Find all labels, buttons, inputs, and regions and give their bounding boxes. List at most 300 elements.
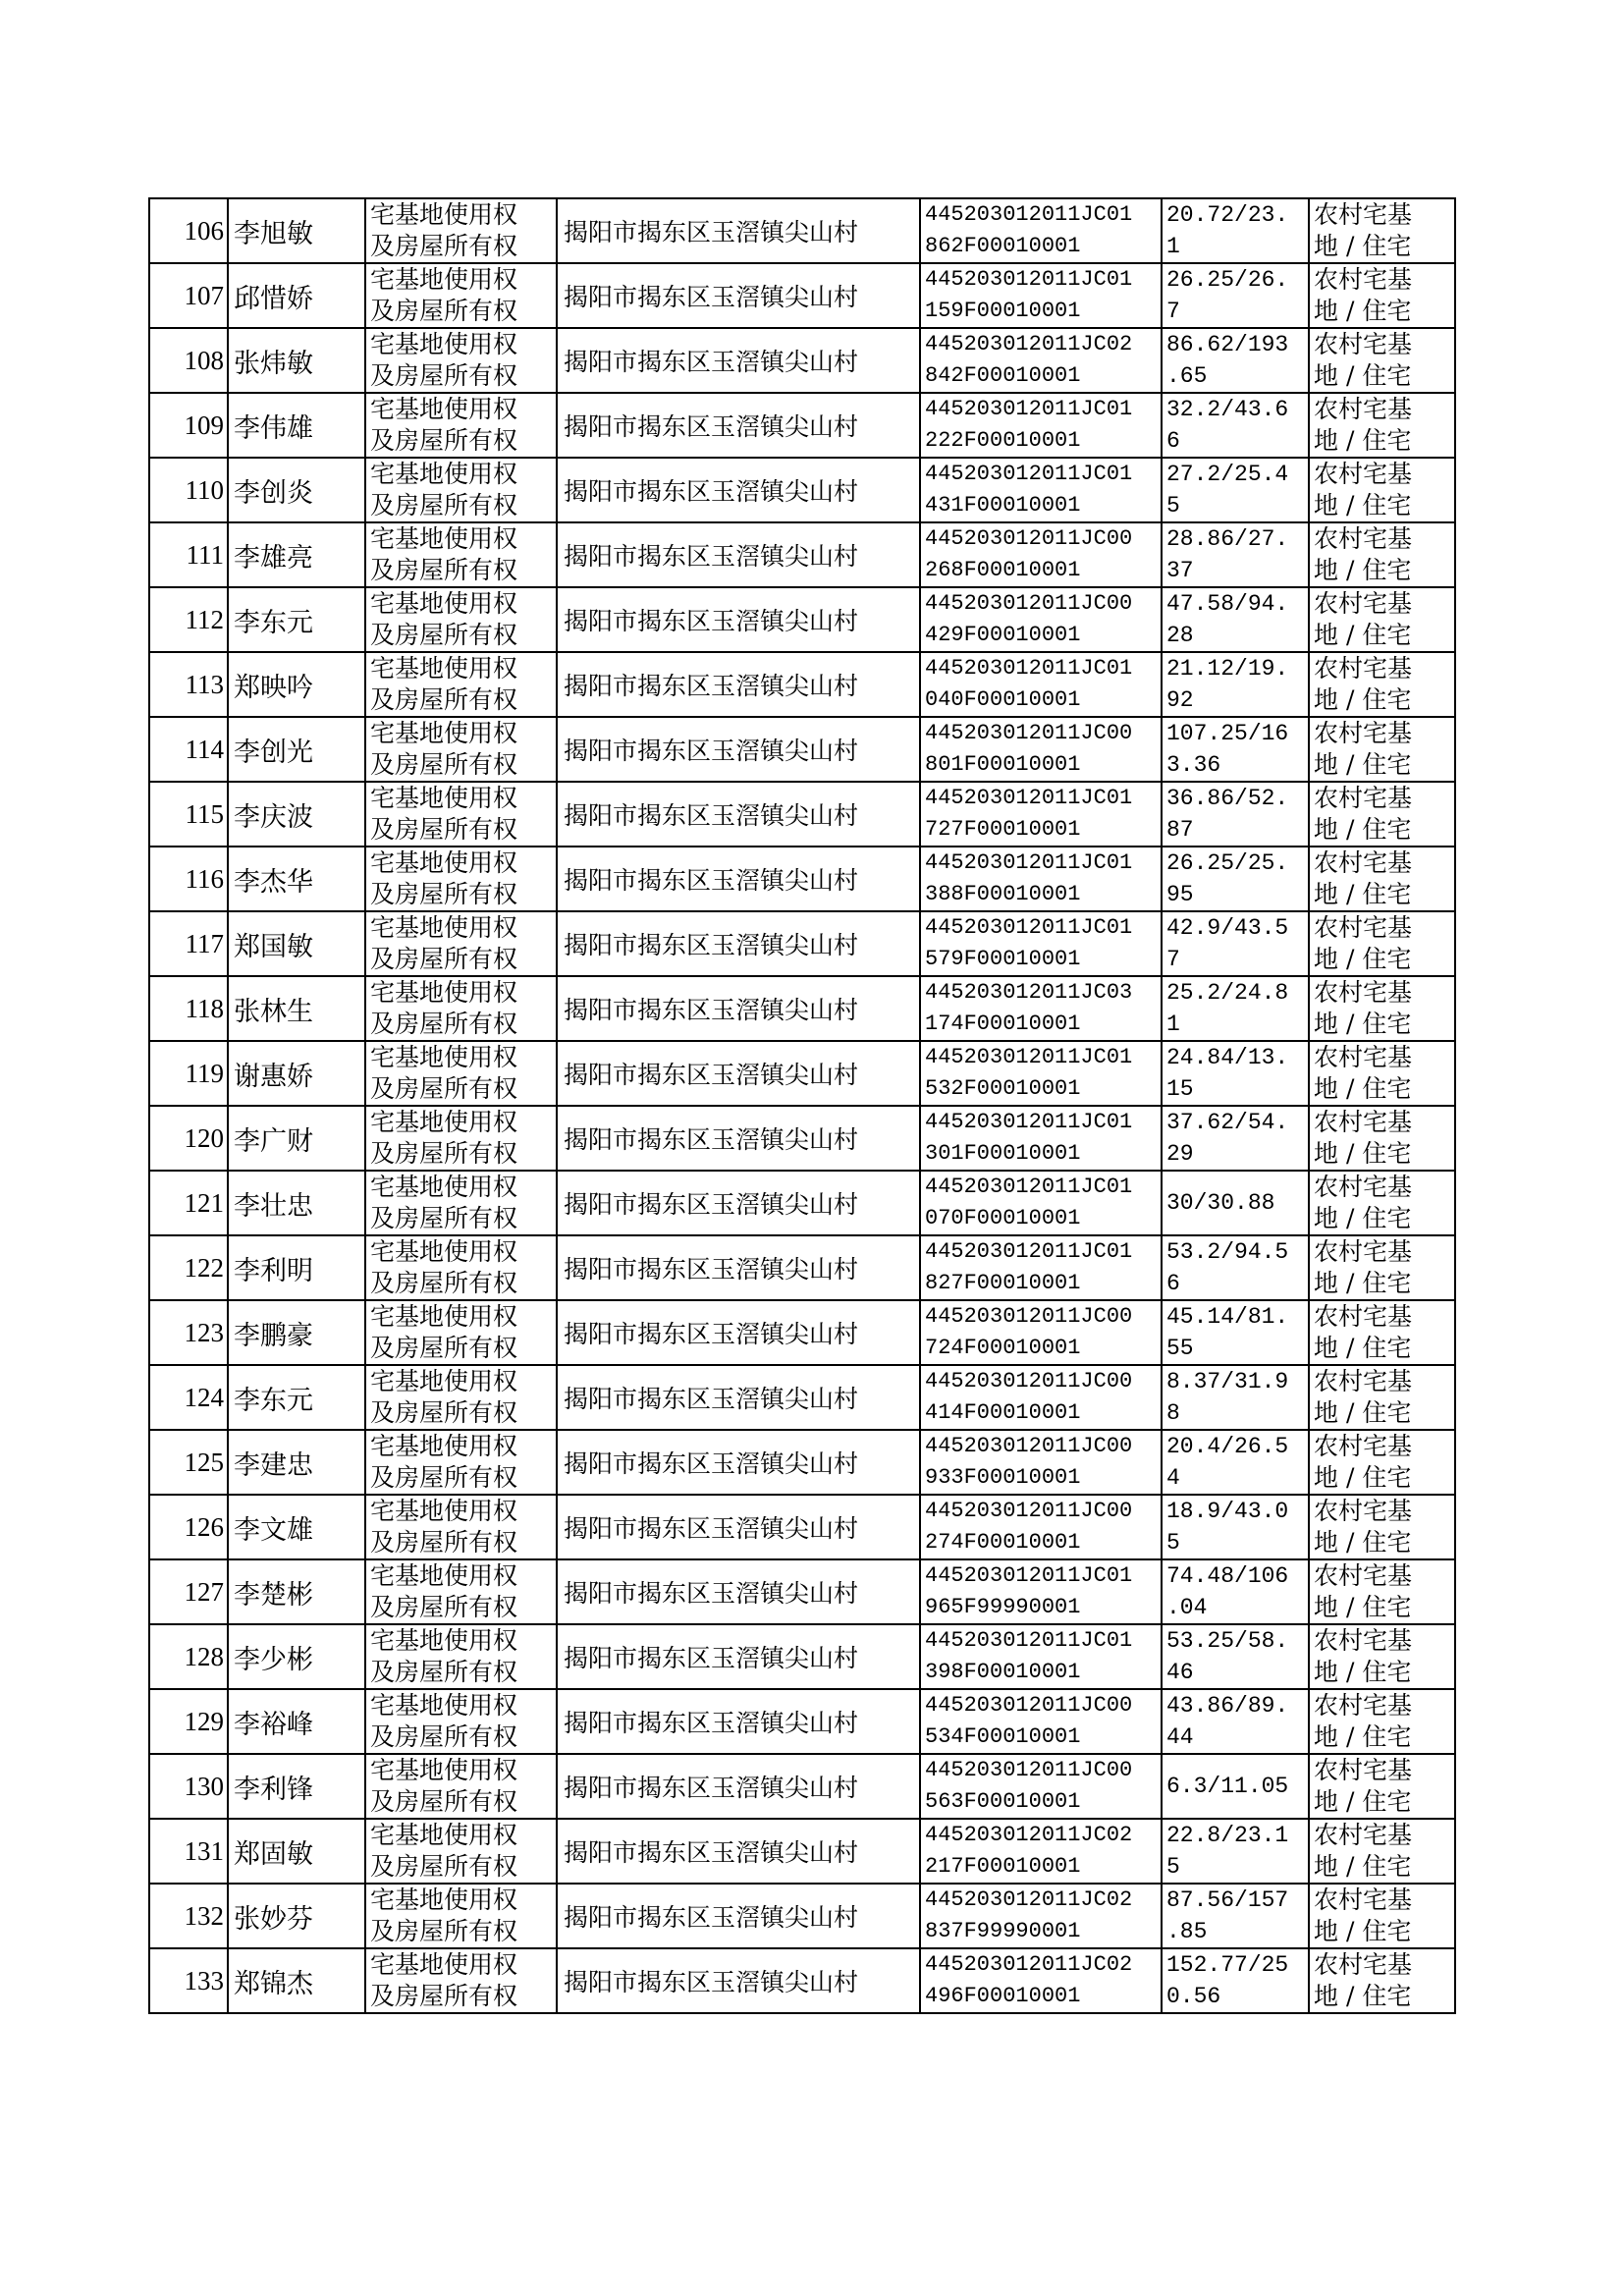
location: 揭阳市揭东区玉滘镇尖山村 (557, 1689, 920, 1754)
location: 揭阳市揭东区玉滘镇尖山村 (557, 652, 920, 717)
area-line: 28 (1166, 623, 1194, 648)
area-line: 44 (1166, 1724, 1194, 1750)
land-use-line: 农村宅基 (1314, 1108, 1413, 1136)
unit-code (920, 458, 1162, 522)
row-number: 129 (149, 1689, 228, 1754)
unit-code-line: 070F00010001 (925, 1206, 1081, 1230)
table-row (149, 1559, 1455, 1624)
owner-name: 李庆波 (228, 782, 365, 847)
unit-code-line: 445203012011JC00 (925, 1304, 1133, 1329)
area-line: .65 (1166, 363, 1208, 389)
land-use-line: 农村宅基 (1314, 719, 1413, 747)
area (1162, 1106, 1309, 1171)
unit-code-line: 724F00010001 (925, 1336, 1081, 1360)
unit-code-line: 445203012011JC01 (925, 850, 1133, 875)
unit-code-line: 842F00010001 (925, 363, 1081, 388)
right-type-line: 及房屋所有权 (370, 1010, 518, 1038)
unit-code-line: 496F00010001 (925, 1984, 1081, 2008)
owner-name: 李创炎 (228, 458, 365, 522)
unit-code-line: 445203012011JC02 (925, 1887, 1133, 1912)
right-type-line: 及房屋所有权 (370, 1787, 518, 1816)
owner-name: 张妙芬 (228, 1884, 365, 1948)
right-type-line: 宅基地使用权 (370, 1950, 518, 1979)
land-use-line: 地 / 住宅 (1314, 1463, 1412, 1492)
area-line: 86.62/193 (1166, 332, 1289, 357)
table-row (149, 847, 1455, 911)
area-line: 152.77/25 (1166, 1952, 1289, 1978)
land-use-line: 农村宅基 (1314, 1173, 1413, 1201)
right-type-line: 及房屋所有权 (370, 1398, 518, 1427)
row-number: 122 (149, 1235, 228, 1300)
right-type-line: 宅基地使用权 (370, 330, 518, 358)
right-type (365, 1884, 557, 1948)
land-use-line: 农村宅基 (1314, 395, 1413, 423)
table-row (149, 1689, 1455, 1754)
row-number: 123 (149, 1300, 228, 1365)
unit-code-line: 445203012011JC01 (925, 267, 1133, 292)
owner-name: 李利明 (228, 1235, 365, 1300)
unit-code-line: 445203012011JC01 (925, 1628, 1133, 1653)
right-type-line: 宅基地使用权 (370, 1108, 518, 1136)
land-use-line: 地 / 住宅 (1314, 232, 1412, 260)
location: 揭阳市揭东区玉滘镇尖山村 (557, 1365, 920, 1430)
right-type-line: 及房屋所有权 (370, 1982, 518, 2010)
unit-code-line: 445203012011JC00 (925, 1758, 1133, 1782)
area-line: 8.37/31.9 (1166, 1369, 1289, 1394)
location: 揭阳市揭东区玉滘镇尖山村 (557, 911, 920, 976)
land-use (1309, 1365, 1455, 1430)
unit-code-line: 445203012011JC02 (925, 1823, 1133, 1847)
right-type (365, 1624, 557, 1689)
area-line: 21.12/19. (1166, 656, 1289, 682)
area-line: 37 (1166, 558, 1194, 583)
property-rights-table (148, 197, 1456, 2014)
unit-code-line: 445203012011JC00 (925, 1693, 1133, 1718)
table-row (149, 198, 1455, 263)
right-type (365, 522, 557, 587)
right-type-line: 宅基地使用权 (370, 848, 518, 877)
owner-name: 李文雄 (228, 1495, 365, 1559)
right-type (365, 1106, 557, 1171)
unit-code (920, 1235, 1162, 1300)
land-use (1309, 1171, 1455, 1235)
right-type (365, 1754, 557, 1819)
unit-code-line: 965F99990001 (925, 1595, 1081, 1619)
table-row (149, 1171, 1455, 1235)
table-row (149, 458, 1455, 522)
unit-code-line: 268F00010001 (925, 558, 1081, 582)
area-line: 20.72/23. (1166, 202, 1289, 228)
location: 揭阳市揭东区玉滘镇尖山村 (557, 393, 920, 458)
land-use-line: 地 / 住宅 (1314, 491, 1412, 519)
land-use-line: 农村宅基 (1314, 1561, 1413, 1590)
right-type (365, 1495, 557, 1559)
land-use-line: 农村宅基 (1314, 1950, 1413, 1979)
land-use-line: 地 / 住宅 (1314, 1593, 1412, 1621)
right-type-line: 宅基地使用权 (370, 1173, 518, 1201)
area (1162, 717, 1309, 782)
table-row (149, 911, 1455, 976)
row-number: 110 (149, 458, 228, 522)
unit-code-line: 445203012011JC01 (925, 462, 1133, 486)
unit-code-line: 445203012011JC01 (925, 915, 1133, 940)
row-number: 120 (149, 1106, 228, 1171)
right-type-line: 及房屋所有权 (370, 1204, 518, 1232)
location: 揭阳市揭东区玉滘镇尖山村 (557, 198, 920, 263)
unit-code-line: 579F00010001 (925, 947, 1081, 971)
table-row (149, 717, 1455, 782)
owner-name: 谢惠娇 (228, 1041, 365, 1106)
land-use (1309, 1884, 1455, 1948)
land-use (1309, 1754, 1455, 1819)
unit-code (920, 393, 1162, 458)
table-row (149, 393, 1455, 458)
right-type (365, 263, 557, 328)
land-use-line: 农村宅基 (1314, 848, 1413, 877)
right-type-line: 宅基地使用权 (370, 1756, 518, 1784)
land-use (1309, 1948, 1455, 2013)
owner-name: 李利锋 (228, 1754, 365, 1819)
area (1162, 198, 1309, 263)
land-use-line: 农村宅基 (1314, 1885, 1413, 1914)
owner-name: 李东元 (228, 1365, 365, 1430)
table-row (149, 782, 1455, 847)
row-number: 119 (149, 1041, 228, 1106)
owner-name: 张炜敏 (228, 328, 365, 393)
unit-code-line: 563F00010001 (925, 1789, 1081, 1814)
land-use (1309, 1624, 1455, 1689)
right-type-line: 及房屋所有权 (370, 1463, 518, 1492)
row-number: 132 (149, 1884, 228, 1948)
land-use-line: 地 / 住宅 (1314, 750, 1412, 779)
right-type-line: 及房屋所有权 (370, 232, 518, 260)
right-type-line: 及房屋所有权 (370, 426, 518, 455)
table-row (149, 1300, 1455, 1365)
unit-code-line: 222F00010001 (925, 428, 1081, 453)
right-type (365, 1041, 557, 1106)
unit-code-line: 933F00010001 (925, 1465, 1081, 1490)
table-row (149, 1106, 1455, 1171)
area-line: 1 (1166, 234, 1180, 259)
unit-code-line: 445203012011JC00 (925, 1499, 1133, 1523)
owner-name: 李旭敏 (228, 198, 365, 263)
land-use (1309, 652, 1455, 717)
right-type-line: 宅基地使用权 (370, 1367, 518, 1395)
unit-code (920, 1300, 1162, 1365)
row-number: 118 (149, 976, 228, 1041)
land-use (1309, 1689, 1455, 1754)
area (1162, 1559, 1309, 1624)
unit-code-line: 445203012011JC03 (925, 980, 1133, 1005)
row-number: 131 (149, 1819, 228, 1884)
right-type-line: 及房屋所有权 (370, 1074, 518, 1103)
location: 揭阳市揭东区玉滘镇尖山村 (557, 976, 920, 1041)
land-use-line: 农村宅基 (1314, 978, 1413, 1007)
row-number: 112 (149, 587, 228, 652)
right-type-line: 及房屋所有权 (370, 1852, 518, 1881)
location: 揭阳市揭东区玉滘镇尖山村 (557, 522, 920, 587)
right-type-line: 及房屋所有权 (370, 1593, 518, 1621)
land-use-line: 地 / 住宅 (1314, 1852, 1412, 1881)
area (1162, 522, 1309, 587)
location: 揭阳市揭东区玉滘镇尖山村 (557, 1819, 920, 1884)
land-use (1309, 587, 1455, 652)
owner-name: 李鹏豪 (228, 1300, 365, 1365)
location: 揭阳市揭东区玉滘镇尖山村 (557, 1041, 920, 1106)
owner-name: 李雄亮 (228, 522, 365, 587)
row-number: 108 (149, 328, 228, 393)
unit-code-line: 445203012011JC00 (925, 526, 1133, 551)
land-use-line: 地 / 住宅 (1314, 1917, 1412, 1945)
right-type (365, 911, 557, 976)
unit-code (920, 717, 1162, 782)
right-type (365, 847, 557, 911)
right-type-line: 及房屋所有权 (370, 491, 518, 519)
area (1162, 847, 1309, 911)
area (1162, 1819, 1309, 1884)
area-line: 26.25/25. (1166, 850, 1289, 876)
owner-name: 李少彬 (228, 1624, 365, 1689)
unit-code-line: 827F00010001 (925, 1271, 1081, 1295)
area-line: 18.9/43.0 (1166, 1499, 1289, 1524)
area-line: 7 (1166, 299, 1180, 324)
land-use (1309, 1559, 1455, 1624)
right-type-line: 宅基地使用权 (370, 395, 518, 423)
area (1162, 458, 1309, 522)
land-use (1309, 1300, 1455, 1365)
right-type (365, 1819, 557, 1884)
right-type (365, 1365, 557, 1430)
area-line: 47.58/94. (1166, 591, 1289, 617)
unit-code (920, 1495, 1162, 1559)
area (1162, 393, 1309, 458)
right-type-line: 宅基地使用权 (370, 1497, 518, 1525)
unit-code (920, 1041, 1162, 1106)
land-use-line: 农村宅基 (1314, 460, 1413, 488)
right-type (365, 782, 557, 847)
land-use-line: 地 / 住宅 (1314, 1139, 1412, 1168)
unit-code-line: 445203012011JC01 (925, 202, 1133, 227)
area-line: 24.84/13. (1166, 1045, 1289, 1070)
area (1162, 1235, 1309, 1300)
area-line: 0.56 (1166, 1984, 1221, 2009)
owner-name: 郑固敏 (228, 1819, 365, 1884)
unit-code-line: 445203012011JC00 (925, 1434, 1133, 1458)
unit-code (920, 263, 1162, 328)
land-use-line: 农村宅基 (1314, 200, 1413, 229)
location: 揭阳市揭东区玉滘镇尖山村 (557, 587, 920, 652)
area (1162, 1171, 1309, 1235)
land-use-line: 农村宅基 (1314, 589, 1413, 618)
right-type-line: 及房屋所有权 (370, 1334, 518, 1362)
unit-code (920, 328, 1162, 393)
land-use (1309, 847, 1455, 911)
unit-code (920, 1559, 1162, 1624)
table-row (149, 976, 1455, 1041)
owner-name: 郑映吟 (228, 652, 365, 717)
row-number: 117 (149, 911, 228, 976)
area (1162, 1754, 1309, 1819)
table-row (149, 263, 1455, 328)
owner-name: 张林生 (228, 976, 365, 1041)
location: 揭阳市揭东区玉滘镇尖山村 (557, 1948, 920, 2013)
area-line: 6 (1166, 428, 1180, 454)
right-type-line: 及房屋所有权 (370, 945, 518, 973)
unit-code (920, 1171, 1162, 1235)
area-line: 43.86/89. (1166, 1693, 1289, 1719)
location: 揭阳市揭东区玉滘镇尖山村 (557, 782, 920, 847)
right-type-line: 宅基地使用权 (370, 1237, 518, 1266)
right-type-line: 宅基地使用权 (370, 978, 518, 1007)
right-type (365, 1948, 557, 2013)
area-line: 32.2/43.6 (1166, 397, 1289, 422)
right-type-line: 及房屋所有权 (370, 1722, 518, 1751)
area-line: 46 (1166, 1660, 1194, 1685)
unit-code (920, 1365, 1162, 1430)
area-line: 92 (1166, 687, 1194, 713)
right-type-line: 宅基地使用权 (370, 719, 518, 747)
area-line: 45.14/81. (1166, 1304, 1289, 1330)
owner-name: 郑锦杰 (228, 1948, 365, 2013)
area-line: 25.2/24.8 (1166, 980, 1289, 1006)
unit-code-line: 445203012011JC01 (925, 1110, 1133, 1134)
land-use-line: 农村宅基 (1314, 1756, 1413, 1784)
right-type-line: 及房屋所有权 (370, 1658, 518, 1686)
land-use-line: 农村宅基 (1314, 913, 1413, 942)
area-line: 74.48/106 (1166, 1563, 1289, 1589)
owner-name: 李创光 (228, 717, 365, 782)
unit-code (920, 1430, 1162, 1495)
owner-name: 李东元 (228, 587, 365, 652)
area (1162, 1430, 1309, 1495)
owner-name: 郑国敏 (228, 911, 365, 976)
row-number: 116 (149, 847, 228, 911)
row-number: 125 (149, 1430, 228, 1495)
area-line: 8 (1166, 1400, 1180, 1426)
area (1162, 1689, 1309, 1754)
table-row (149, 1041, 1455, 1106)
area (1162, 263, 1309, 328)
right-type-line: 宅基地使用权 (370, 784, 518, 812)
land-use-line: 地 / 住宅 (1314, 880, 1412, 908)
unit-code-line: 159F00010001 (925, 299, 1081, 323)
right-type-line: 及房屋所有权 (370, 1269, 518, 1297)
land-use-line: 农村宅基 (1314, 1302, 1413, 1331)
unit-code-line: 445203012011JC01 (925, 1175, 1133, 1199)
right-type-line: 及房屋所有权 (370, 880, 518, 908)
land-use (1309, 328, 1455, 393)
area (1162, 652, 1309, 717)
land-use (1309, 1819, 1455, 1884)
right-type (365, 652, 557, 717)
row-number: 130 (149, 1754, 228, 1819)
right-type (365, 393, 557, 458)
unit-code-line: 727F00010001 (925, 817, 1081, 842)
unit-code (920, 847, 1162, 911)
unit-code-line: 388F00010001 (925, 882, 1081, 906)
unit-code (920, 587, 1162, 652)
right-type-line: 宅基地使用权 (370, 1821, 518, 1849)
unit-code-line: 445203012011JC01 (925, 1045, 1133, 1069)
area-line: 6.3/11.05 (1166, 1774, 1289, 1799)
land-use (1309, 458, 1455, 522)
right-type-line: 及房屋所有权 (370, 556, 518, 584)
row-number: 133 (149, 1948, 228, 2013)
owner-name: 李广财 (228, 1106, 365, 1171)
owner-name: 李伟雄 (228, 393, 365, 458)
table-row (149, 1495, 1455, 1559)
row-number: 121 (149, 1171, 228, 1235)
land-use (1309, 976, 1455, 1041)
location: 揭阳市揭东区玉滘镇尖山村 (557, 1106, 920, 1171)
right-type-line: 宅基地使用权 (370, 1885, 518, 1914)
land-use-line: 地 / 住宅 (1314, 1269, 1412, 1297)
row-number: 128 (149, 1624, 228, 1689)
location: 揭阳市揭东区玉滘镇尖山村 (557, 1300, 920, 1365)
owner-name: 李杰华 (228, 847, 365, 911)
location: 揭阳市揭东区玉滘镇尖山村 (557, 847, 920, 911)
area-line: 7 (1166, 947, 1180, 972)
area-line: 42.9/43.5 (1166, 915, 1289, 941)
unit-code-line: 445203012011JC01 (925, 786, 1133, 810)
area-line: 15 (1166, 1076, 1194, 1102)
unit-code-line: 398F00010001 (925, 1660, 1081, 1684)
area (1162, 976, 1309, 1041)
row-number: 113 (149, 652, 228, 717)
right-type (365, 328, 557, 393)
unit-code-line: 040F00010001 (925, 687, 1081, 712)
area-line: 4 (1166, 1465, 1180, 1491)
area-line: 37.62/54. (1166, 1110, 1289, 1135)
land-use-line: 地 / 住宅 (1314, 426, 1412, 455)
location: 揭阳市揭东区玉滘镇尖山村 (557, 1171, 920, 1235)
location: 揭阳市揭东区玉滘镇尖山村 (557, 1430, 920, 1495)
table-row (149, 328, 1455, 393)
unit-code-line: 445203012011JC02 (925, 1952, 1133, 1977)
row-number: 111 (149, 522, 228, 587)
right-type-line: 宅基地使用权 (370, 265, 518, 294)
row-number: 114 (149, 717, 228, 782)
right-type-line: 宅基地使用权 (370, 1043, 518, 1071)
right-type-line: 宅基地使用权 (370, 913, 518, 942)
area-line: 29 (1166, 1141, 1194, 1167)
location: 揭阳市揭东区玉滘镇尖山村 (557, 1235, 920, 1300)
area (1162, 1495, 1309, 1559)
land-use-line: 地 / 住宅 (1314, 297, 1412, 325)
area-line: 28.86/27. (1166, 526, 1289, 552)
location: 揭阳市揭东区玉滘镇尖山村 (557, 328, 920, 393)
area-line: .85 (1166, 1919, 1208, 1944)
land-use (1309, 1430, 1455, 1495)
unit-code-line: 837F99990001 (925, 1919, 1081, 1943)
owner-name: 李裕峰 (228, 1689, 365, 1754)
area (1162, 1365, 1309, 1430)
area-line: 20.4/26.5 (1166, 1434, 1289, 1459)
land-use (1309, 393, 1455, 458)
right-type-line: 及房屋所有权 (370, 750, 518, 779)
unit-code-line: 862F00010001 (925, 234, 1081, 258)
unit-code-line: 217F00010001 (925, 1854, 1081, 1879)
location: 揭阳市揭东区玉滘镇尖山村 (557, 1884, 920, 1948)
unit-code (920, 1948, 1162, 2013)
right-type (365, 1559, 557, 1624)
right-type (365, 1300, 557, 1365)
area-line: 30/30.88 (1166, 1190, 1275, 1216)
land-use-line: 地 / 住宅 (1314, 556, 1412, 584)
row-number: 126 (149, 1495, 228, 1559)
land-use-line: 农村宅基 (1314, 1626, 1413, 1655)
row-number: 106 (149, 198, 228, 263)
